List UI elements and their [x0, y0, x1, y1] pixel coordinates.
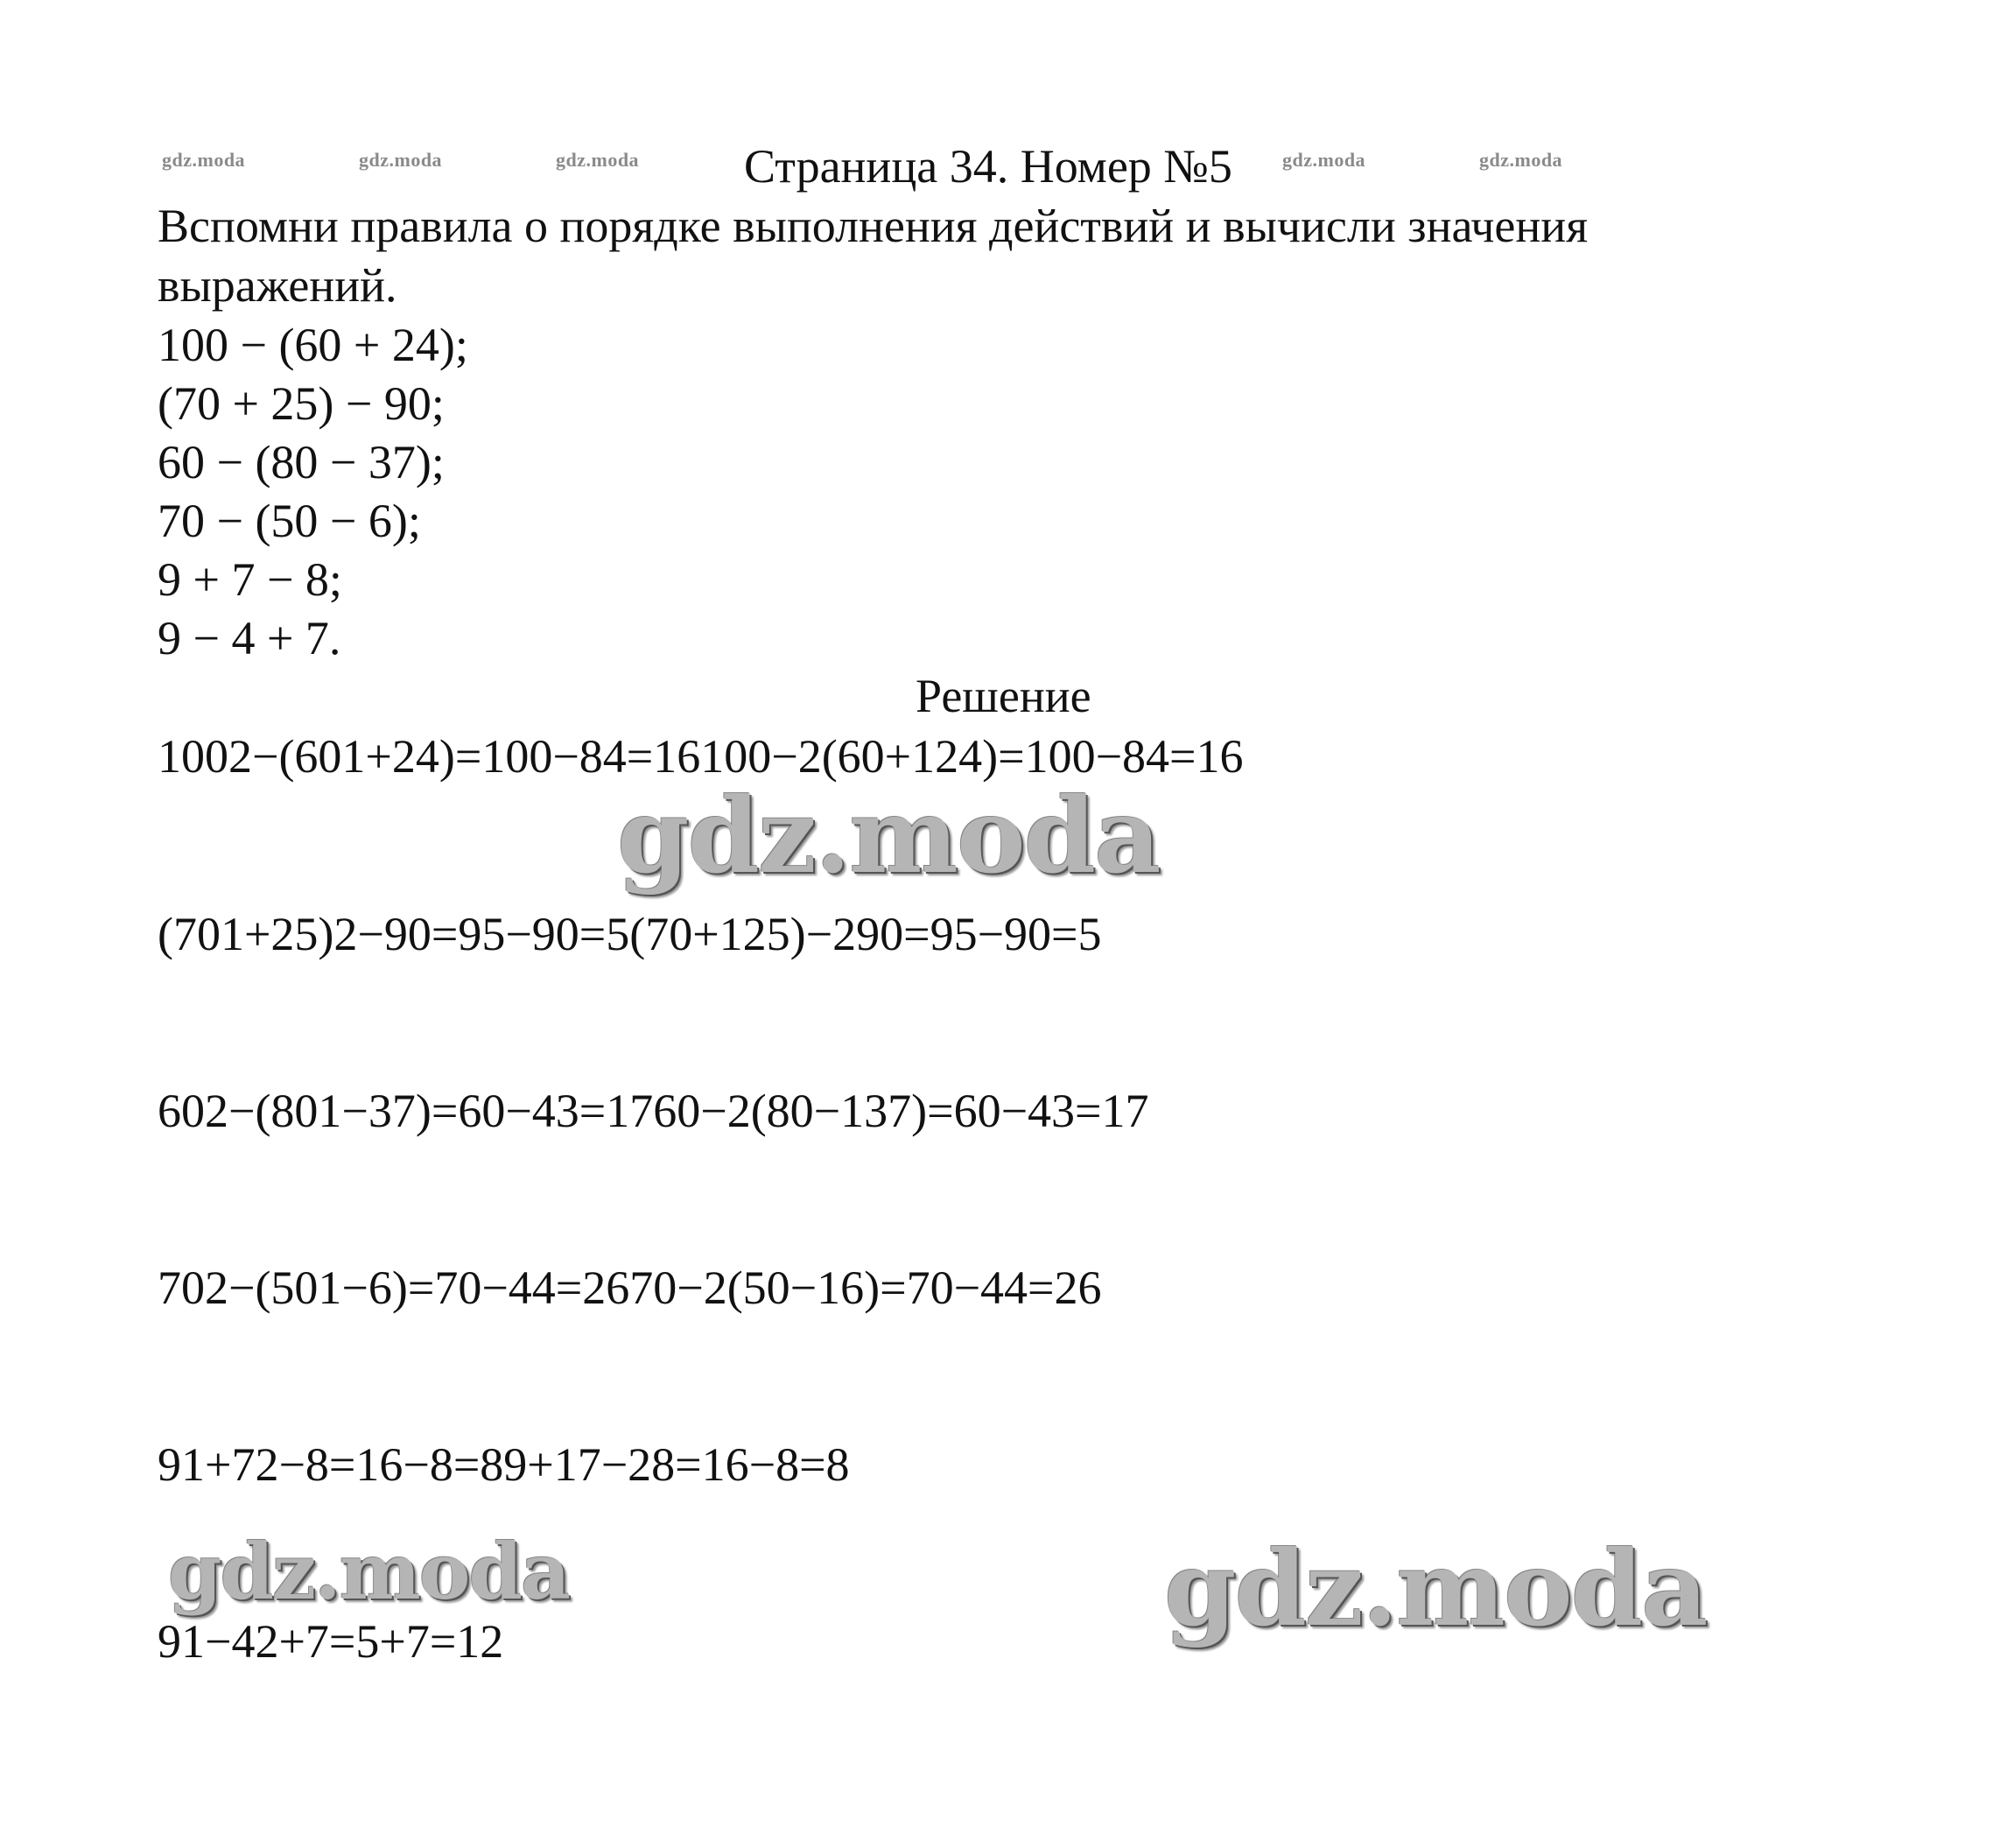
- big-watermark: gdz.moda: [617, 775, 1160, 896]
- small-watermark: gdz.moda: [1479, 149, 1563, 171]
- task-instruction-line-1: Вспомни правила о порядке выполнения действий и вычисли значения: [158, 200, 1589, 252]
- big-watermark: gdz.moda: [1164, 1528, 1707, 1649]
- solution-line: (701+25)2−90=95−90=5(70+125)−290=95−90=5: [158, 908, 1102, 960]
- task-expression: 60 − (80 − 37);: [158, 436, 445, 488]
- page-title: Страница 34. Номер №5: [744, 140, 1232, 193]
- task-expression: 100 − (60 + 24);: [158, 319, 468, 371]
- solution-line: 91+72−8=16−8=89+17−28=16−8=8: [158, 1438, 850, 1491]
- solution-heading: Решение: [916, 670, 1091, 722]
- small-watermark: gdz.moda: [1282, 149, 1366, 171]
- task-instruction-line-2: выражений.: [158, 259, 397, 312]
- task-expression: 70 − (50 − 6);: [158, 495, 421, 547]
- small-watermark: gdz.moda: [359, 149, 443, 171]
- task-expression: 9 + 7 − 8;: [158, 553, 342, 606]
- small-watermark: gdz.moda: [556, 149, 640, 171]
- solution-line: 702−(501−6)=70−44=2670−2(50−16)=70−44=26: [158, 1261, 1102, 1314]
- task-expression: (70 + 25) − 90;: [158, 377, 445, 430]
- task-expression: 9 − 4 + 7.: [158, 612, 341, 664]
- small-watermark: gdz.moda: [162, 149, 246, 171]
- solution-line: 1002−(601+24)=100−84=16100−2(60+124)=100−84=16: [158, 730, 1244, 783]
- big-watermark: gdz.moda: [168, 1526, 570, 1617]
- solution-line: 91−42+7=5+7=12: [158, 1615, 504, 1668]
- solution-line: 602−(801−37)=60−43=1760−2(80−137)=60−43=17: [158, 1085, 1149, 1137]
